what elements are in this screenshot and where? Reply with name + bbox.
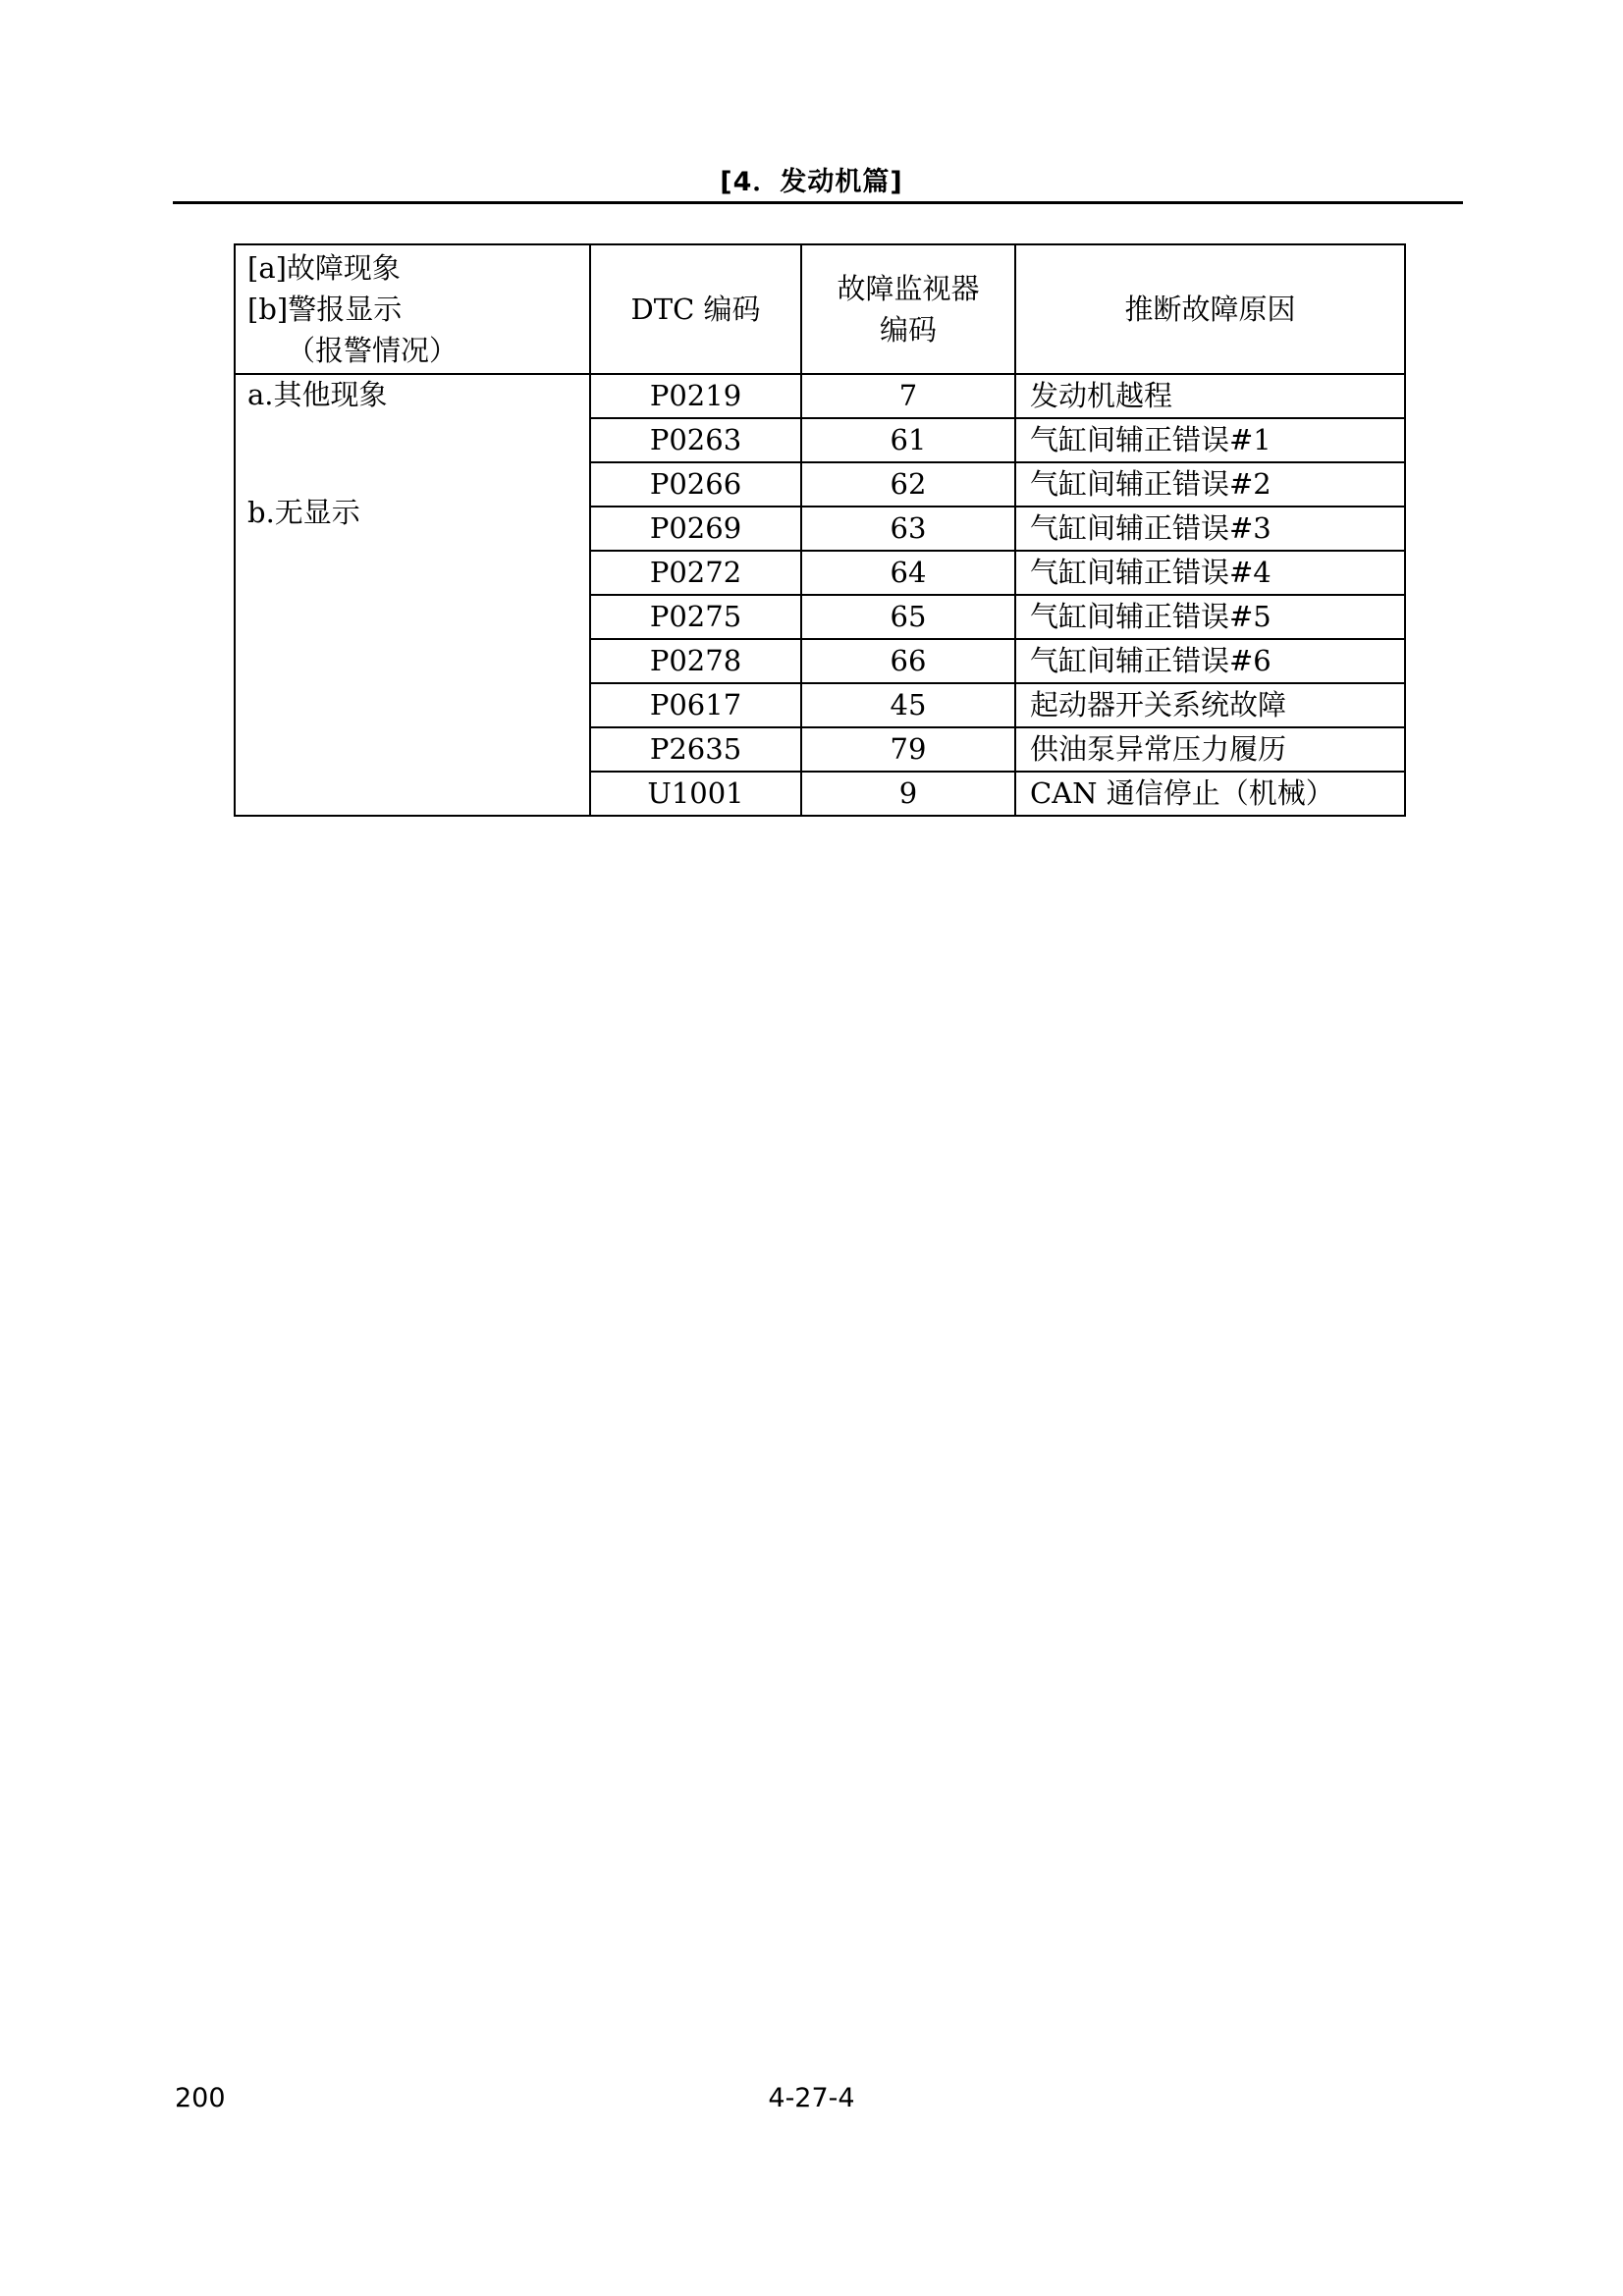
symptom-b: b.无显示 (247, 496, 360, 529)
monitor-code: 63 (801, 507, 1015, 551)
fault-cause: 气缸间辅正错误#5 (1015, 595, 1405, 639)
monitor-code: 7 (801, 374, 1015, 418)
monitor-code: 66 (801, 639, 1015, 683)
dtc-code: P0275 (590, 595, 801, 639)
monitor-code: 65 (801, 595, 1015, 639)
dtc-code: P0278 (590, 639, 801, 683)
dtc-code: P0269 (590, 507, 801, 551)
fault-cause: 气缸间辅正错误#1 (1015, 418, 1405, 462)
header-symptom (235, 244, 590, 374)
section-code: 4-27-4 (768, 2083, 855, 2113)
monitor-code: 79 (801, 727, 1015, 772)
monitor-code: 64 (801, 551, 1015, 595)
header-divider (173, 201, 1463, 204)
header-symptom-line2: [b]警报显示 (247, 293, 403, 326)
header-monitor-line1: 故障监视器 (837, 272, 980, 305)
header-symptom-line1: [a]故障现象 (247, 251, 401, 285)
table-row (235, 374, 1405, 418)
header-monitor-line2: 编码 (879, 313, 937, 347)
dtc-table (234, 243, 1406, 817)
monitor-code: 61 (801, 418, 1015, 462)
header-cause: 推断故障原因 (1015, 244, 1405, 374)
table-header-row (235, 244, 1405, 374)
fault-cause: 发动机越程 (1015, 374, 1405, 418)
dtc-code: P0266 (590, 462, 801, 507)
monitor-code: 45 (801, 683, 1015, 727)
dtc-code: P0617 (590, 683, 801, 727)
symptom-cell (235, 374, 590, 816)
fault-cause: 气缸间辅正错误#4 (1015, 551, 1405, 595)
dtc-code: P0272 (590, 551, 801, 595)
fault-cause: 起动器开关系统故障 (1015, 683, 1405, 727)
dtc-code: P0263 (590, 418, 801, 462)
symptom-a: a.其他现象 (247, 378, 388, 411)
page-number: 200 (175, 2083, 226, 2113)
monitor-code: 62 (801, 462, 1015, 507)
fault-cause: 气缸间辅正错误#6 (1015, 639, 1405, 683)
dtc-code: P2635 (590, 727, 801, 772)
header-dtc: DTC 编码 (590, 244, 801, 374)
header-monitor (801, 244, 1015, 374)
dtc-code: U1001 (590, 772, 801, 816)
fault-cause: CAN 通信停止（机械） (1015, 772, 1405, 816)
dtc-code: P0219 (590, 374, 801, 418)
header-symptom-line3: （报警情况） (287, 334, 459, 367)
fault-cause: 气缸间辅正错误#2 (1015, 462, 1405, 507)
page-header-title: [4．发动机篇] (720, 167, 903, 197)
fault-cause: 供油泵异常压力履历 (1015, 727, 1405, 772)
monitor-code: 9 (801, 772, 1015, 816)
fault-cause: 气缸间辅正错误#3 (1015, 507, 1405, 551)
